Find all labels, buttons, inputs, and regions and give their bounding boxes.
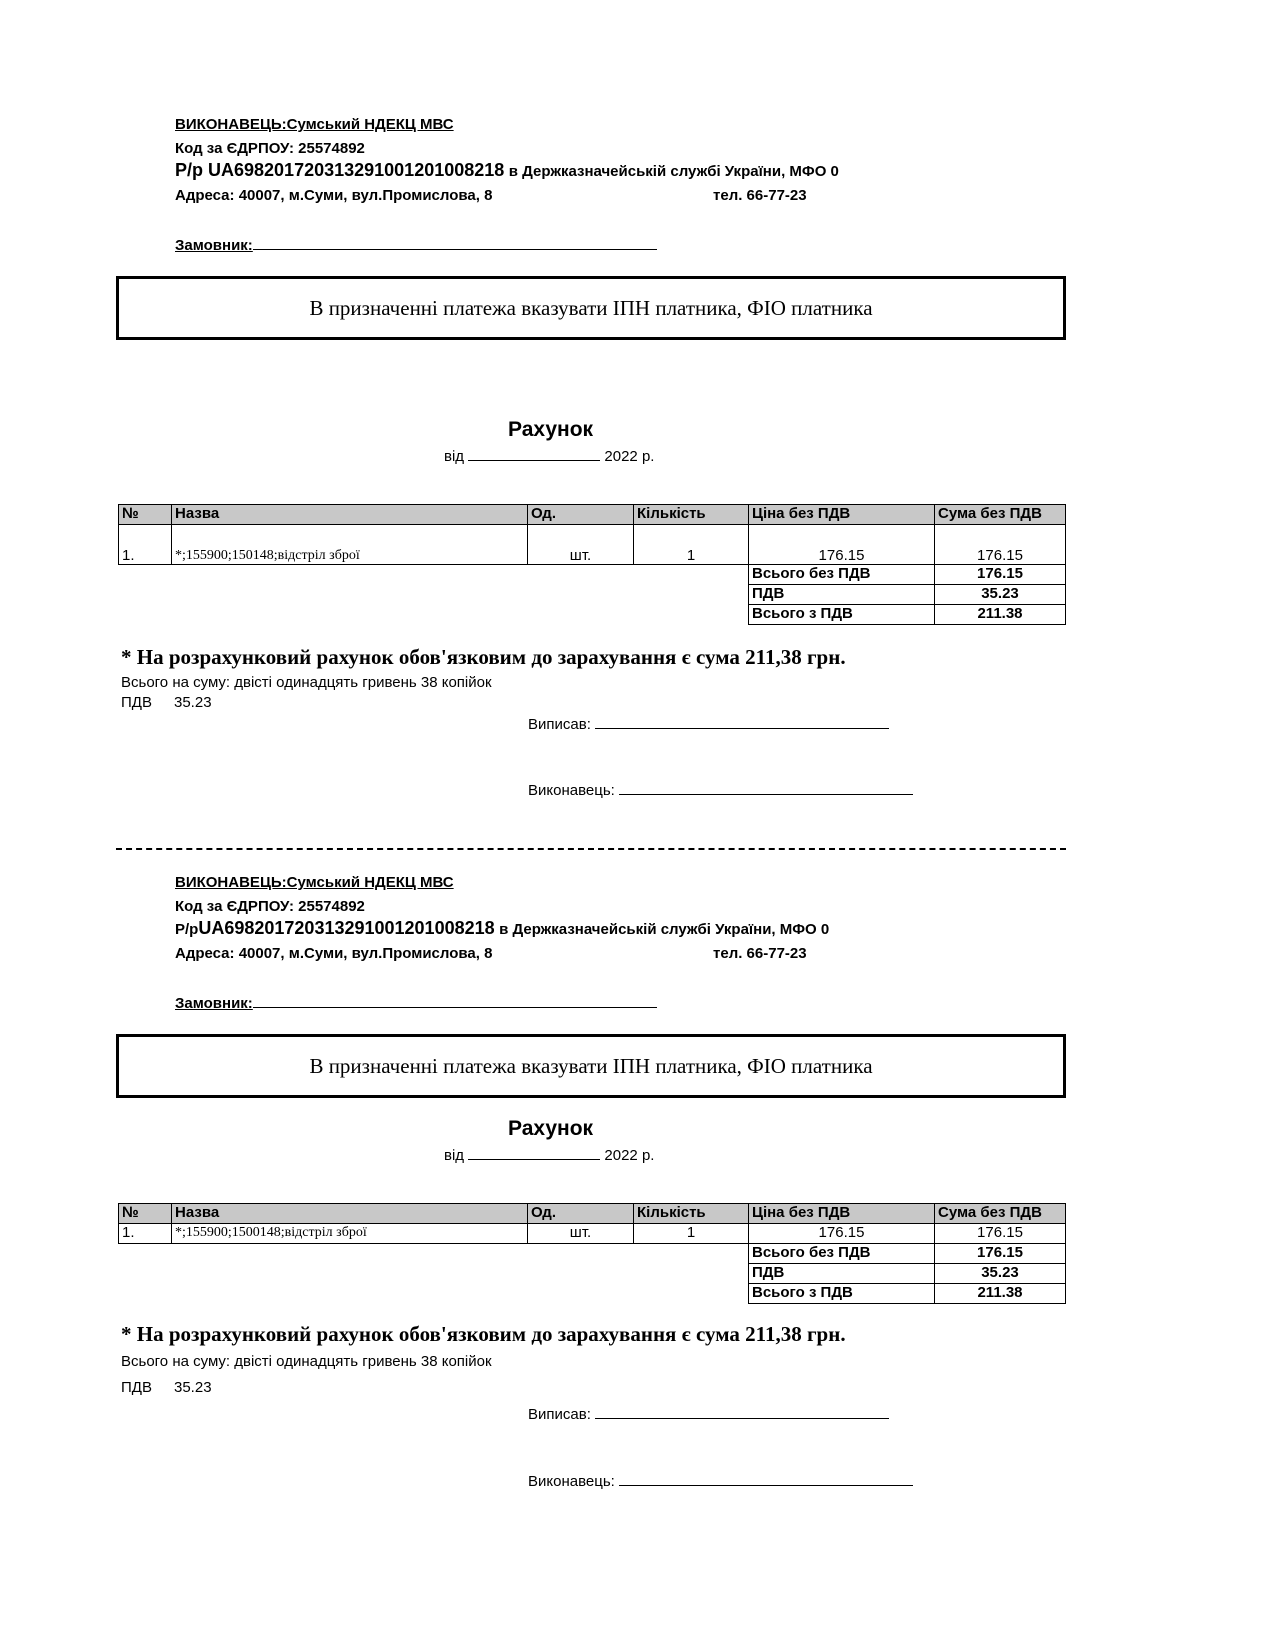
issued-by-signature-line[interactable] (595, 1404, 889, 1419)
bank-account (175, 160, 839, 181)
total-vat-value: 211.38 (934, 1283, 1066, 1304)
invoice-title: Рахунок (508, 418, 594, 441)
customer-field (175, 235, 657, 254)
col-header-num: № (118, 1203, 172, 1224)
executor (528, 1471, 913, 1490)
row-sum: 176.15 (934, 524, 1066, 565)
executor-label: Виконавець: (528, 782, 615, 799)
phone: тел. 66-77-23 (713, 187, 807, 204)
amount-in-words: Всього на суму: двісті одинадцять гривень 38 копійок (121, 674, 492, 691)
account-number: Р/р UA698201720313291001201008218 (175, 160, 505, 180)
row-price: 176.15 (748, 524, 935, 565)
vat-value: 35.23 (934, 1263, 1066, 1284)
account-number: UA698201720313291001201008218 (198, 918, 495, 938)
customer-line[interactable] (253, 235, 657, 250)
customer-line[interactable] (253, 993, 657, 1008)
col-header-name: Назва (171, 1203, 528, 1224)
executor (528, 780, 913, 799)
invoice-date (444, 446, 654, 465)
total-vat-label: Всього з ПДВ (748, 604, 935, 625)
invoice-title: Рахунок (508, 1117, 594, 1140)
address: Адреса: 40007, м.Суми, вул.Промислова, 8 (175, 945, 493, 962)
payment-notice: В призначенні платежа вказувати ІПН платника, ФІО платника (116, 1034, 1066, 1098)
issued-by (528, 714, 889, 733)
date-suffix: 2022 р. (604, 1147, 655, 1164)
executor-label: Виконавець: (528, 1473, 615, 1490)
customer-label: Замовник: (175, 237, 253, 254)
cut-line (116, 848, 1066, 850)
issued-by-label: Виписав: (528, 716, 591, 733)
row-num: 1. (118, 1223, 172, 1244)
total-no-vat-label: Всього без ПДВ (748, 564, 935, 585)
vat-value: 35.23 (934, 584, 1066, 605)
amount-in-words: Всього на суму: двісті одинадцять гривень 38 копійок (121, 1353, 492, 1370)
customer-label: Замовник: (175, 995, 253, 1012)
col-header-sum: Сума без ПДВ (934, 1203, 1066, 1224)
date-prefix: від (444, 448, 465, 465)
col-header-unit: Од. (527, 504, 634, 525)
col-header-unit: Од. (527, 1203, 634, 1224)
col-header-name: Назва (171, 504, 528, 525)
total-vat-value: 211.38 (934, 604, 1066, 625)
address: Адреса: 40007, м.Суми, вул.Промислова, 8 (175, 187, 493, 204)
col-header-qty: Кількість (633, 1203, 749, 1224)
payment-note: * На розрахунковий рахунок обов'язковим до зарахування є сума 211,38 грн. (121, 645, 846, 669)
row-unit: шт. (527, 524, 634, 565)
col-header-price: Ціна без ПДВ (748, 504, 935, 525)
vat-line-value: 35.23 (174, 1379, 212, 1396)
date-suffix: 2022 р. (604, 448, 655, 465)
row-sum: 176.15 (934, 1223, 1066, 1244)
col-header-sum: Сума без ПДВ (934, 504, 1066, 525)
col-header-qty: Кількість (633, 504, 749, 525)
vat-line-label: ПДВ (121, 694, 152, 711)
vat-line-label: ПДВ (121, 1379, 152, 1396)
total-no-vat-value: 176.15 (934, 1243, 1066, 1264)
bank-account (175, 918, 829, 939)
row-unit: шт. (527, 1223, 634, 1244)
executor-signature-line[interactable] (619, 1471, 913, 1486)
row-qty: 1 (633, 524, 749, 565)
issued-by-signature-line[interactable] (595, 714, 889, 729)
total-no-vat-value: 176.15 (934, 564, 1066, 585)
row-name: *;155900;1500148;відстріл зброї (171, 1223, 528, 1244)
bank-name: в Держказначейській службі України, МФО 0 (499, 921, 830, 938)
row-qty: 1 (633, 1223, 749, 1244)
vat-line-value: 35.23 (174, 694, 212, 711)
row-num: 1. (118, 524, 172, 565)
edrpou-code: Код за ЄДРПОУ: 25574892 (175, 140, 365, 157)
col-header-price: Ціна без ПДВ (748, 1203, 935, 1224)
phone: тел. 66-77-23 (713, 945, 807, 962)
vat-label: ПДВ (748, 1263, 935, 1284)
contractor-name: ВИКОНАВЕЦЬ:Сумський НДЕКЦ МВС (175, 116, 454, 133)
payment-notice: В призначенні платежа вказувати ІПН платника, ФІО платника (116, 276, 1066, 340)
bank-name: в Держказначейській службі України, МФО 0 (508, 163, 839, 180)
issued-by-label: Виписав: (528, 1406, 591, 1423)
invoice-date (444, 1145, 654, 1164)
issued-by (528, 1404, 889, 1423)
account-prefix: Р/р (175, 921, 199, 938)
vat-label: ПДВ (748, 584, 935, 605)
row-price: 176.15 (748, 1223, 935, 1244)
payment-note: * На розрахунковий рахунок обов'язковим до зарахування є сума 211,38 грн. (121, 1322, 846, 1346)
date-prefix: від (444, 1147, 465, 1164)
edrpou-code: Код за ЄДРПОУ: 25574892 (175, 898, 365, 915)
total-vat-label: Всього з ПДВ (748, 1283, 935, 1304)
date-line[interactable] (468, 446, 600, 461)
executor-signature-line[interactable] (619, 780, 913, 795)
date-line[interactable] (468, 1145, 600, 1160)
row-name: *;155900;150148;відстріл зброї (171, 524, 528, 565)
col-header-num: № (118, 504, 172, 525)
total-no-vat-label: Всього без ПДВ (748, 1243, 935, 1264)
contractor-name: ВИКОНАВЕЦЬ:Сумський НДЕКЦ МВС (175, 874, 454, 891)
customer-field (175, 993, 657, 1012)
